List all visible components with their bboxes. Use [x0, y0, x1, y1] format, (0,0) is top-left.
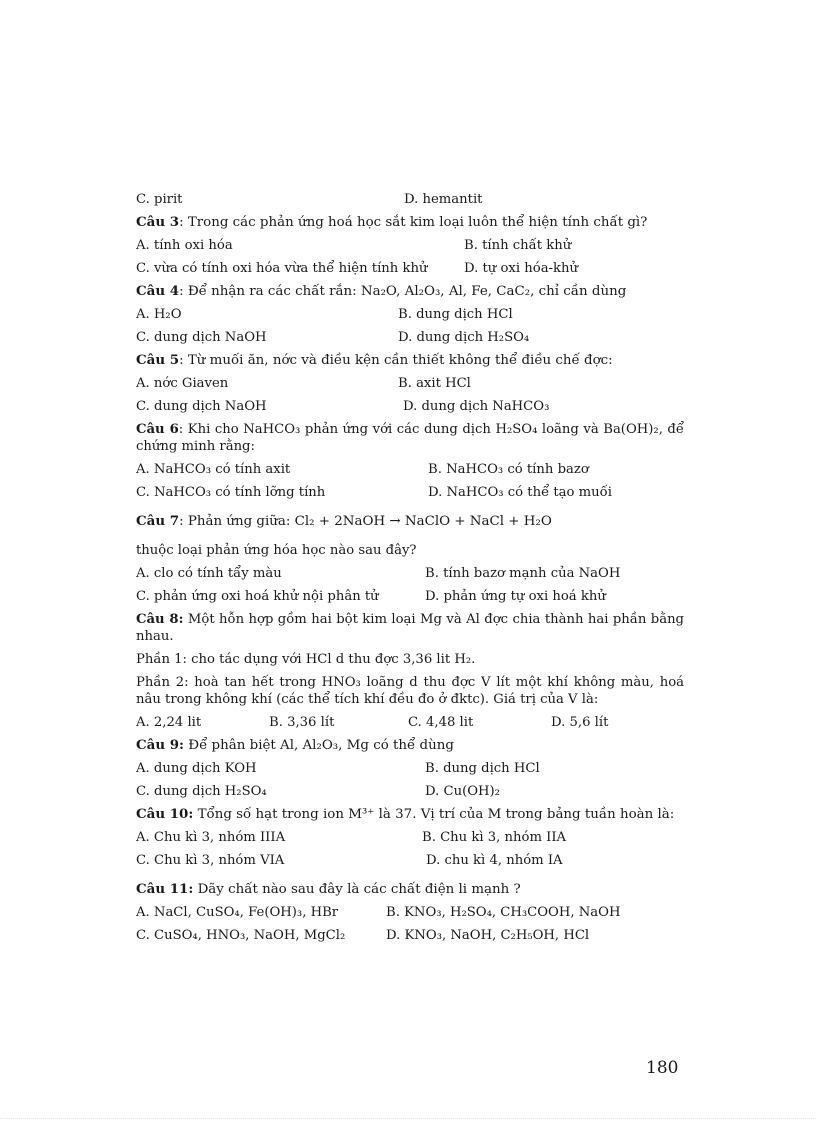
question-text: Dãy chất nào sau đây là các chất điện li mạnh ? — [193, 882, 521, 897]
option: B. axit HCl — [398, 376, 471, 391]
option: C. dung dịch NaOH — [136, 330, 267, 345]
question-text: Để phân biệt Al, Al₂O₃, Mg có thể dùng — [184, 738, 454, 753]
question-number: Câu 4 — [136, 283, 180, 299]
options-row — [136, 234, 684, 257]
option: A. clo có tính tẩy màu — [136, 566, 282, 581]
question-text: : Để nhận ra các chất rắn: Na₂O, Al₂O₃, Al, Fe, CaC₂, chỉ cần dùng — [179, 284, 627, 299]
option: A. NaHCO₃ có tính axit — [136, 462, 291, 477]
option: C. CuSO₄, HNO₃, NaOH, MgCl₂ — [136, 928, 346, 943]
question-text: Phần 1: cho tác dụng với HCl d thu đợc 3,36 lit H₂. — [136, 652, 476, 667]
options-row — [136, 257, 684, 280]
options-row — [136, 780, 684, 803]
option: B. dung dịch HCl — [425, 761, 540, 776]
question-3 — [136, 211, 684, 234]
option: B. Chu kì 3, nhóm IIA — [422, 830, 567, 845]
question-number: Câu 6 — [136, 422, 179, 437]
question-text: Phần 2: hoà tan hết trong HNO₃ loãng d thu đợc V lít một khí không màu, hoá nâu trong không khí (các thể tích khí đều đo ở đktc). Giá trị của V là: — [136, 675, 684, 707]
page-number: 180 — [646, 1058, 679, 1078]
question-8-part-1 — [136, 648, 684, 671]
option: A. 2,24 lit — [136, 715, 202, 730]
question-text: : Khi cho NaHCO₃ phản ứng với các dung dịch H₂SO₄ loãng và Ba(OH)₂, để chứng minh rằng: — [136, 422, 684, 454]
option: B. NaHCO₃ có tính bazơ — [428, 462, 589, 477]
option: D. dung dịch H₂SO₄ — [398, 330, 530, 345]
question-number: Câu 5 — [136, 352, 180, 368]
question-10 — [136, 803, 684, 826]
question-number: Câu 7 — [136, 513, 180, 529]
option: D. NaHCO₃ có thể tạo muối — [428, 485, 612, 500]
options-row — [136, 585, 684, 608]
question-text: thuộc loại phản ứng hóa học nào sau đây? — [136, 543, 417, 558]
options-row — [136, 711, 684, 734]
option: D. dung dịch NaHCO₃ — [403, 399, 550, 414]
option: C. Chu kì 3, nhóm VIA — [136, 853, 285, 868]
option: D. hemantit — [404, 192, 483, 207]
option: D. KNO₃, NaOH, C₂H₅OH, HCl — [386, 928, 590, 943]
option: B. 3,36 lít — [269, 715, 335, 730]
question-list — [136, 188, 684, 947]
options-row — [136, 849, 684, 872]
question-number: Câu 3 — [136, 214, 180, 230]
options-row — [136, 757, 684, 780]
options-row — [136, 395, 684, 418]
question-5 — [136, 349, 684, 372]
option: C. 4,48 lit — [408, 715, 474, 730]
options-row — [136, 924, 684, 947]
option: C. phản ứng oxi hoá khử nội phân tử — [136, 589, 379, 604]
question-8 — [136, 608, 684, 648]
options-row — [136, 372, 684, 395]
options-row — [136, 303, 684, 326]
question-text: Một hỗn hợp gồm hai bột kim loại Mg và Al đợc chia thành hai phần bằng nhau. — [136, 612, 685, 644]
option: C. NaHCO₃ có tính lỡng tính — [136, 485, 326, 500]
option: A. nớc Giaven — [136, 376, 229, 391]
question-text: : Từ muối ăn, nớc và điều kện cần thiết không thể điều chế đợc: — [179, 353, 613, 368]
option: C. dung dịch NaOH — [136, 399, 267, 414]
option: C. pirit — [136, 192, 183, 207]
option: A. dung dịch KOH — [136, 761, 257, 776]
option: D. 5,6 lít — [551, 715, 609, 730]
option: C. dung dịch H₂SO₄ — [136, 784, 267, 799]
option: C. vừa có tính oxi hóa vừa thể hiện tính khử — [136, 261, 428, 276]
question-number: Câu 9: — [136, 737, 184, 753]
option: B. tính bazơ mạnh của NaOH — [425, 566, 621, 581]
question-number: Câu 11: — [136, 881, 194, 897]
question-7 — [136, 510, 684, 533]
option: D. chu kì 4, nhóm IA — [426, 853, 563, 868]
option: A. NaCl, CuSO₄, Fe(OH)₃, HBr — [136, 905, 339, 920]
bottom-divider — [0, 1118, 816, 1119]
question-text: : Trong các phản ứng hoá học sắt kim loại luôn thể hiện tính chất gì? — [179, 215, 648, 230]
option: B. dung dịch HCl — [398, 307, 513, 322]
options-row — [136, 326, 684, 349]
question-9 — [136, 734, 684, 757]
option: A. tính oxi hóa — [136, 238, 233, 253]
option: A. H₂O — [136, 307, 182, 322]
options-row — [136, 826, 684, 849]
question-7-continuation — [136, 539, 684, 562]
option: D. tự oxi hóa-khử — [464, 261, 578, 276]
options-row — [136, 562, 684, 585]
options-row — [136, 481, 684, 504]
question-number: Câu 8: — [136, 612, 184, 627]
question-6 — [136, 418, 684, 458]
option: B. tính chất khử — [464, 238, 572, 253]
option: A. Chu kì 3, nhóm IIIA — [136, 830, 286, 845]
option: D. phản ứng tự oxi hoá khử — [425, 589, 606, 604]
options-row — [136, 188, 684, 211]
question-text: : Phản ứng giữa: Cl₂ + 2NaOH → NaClO + NaCl + H₂O — [179, 514, 552, 529]
option: D. Cu(OH)₂ — [425, 784, 500, 799]
question-4 — [136, 280, 684, 303]
options-row — [136, 901, 684, 924]
options-row — [136, 458, 684, 481]
option: B. KNO₃, H₂SO₄, CH₃COOH, NaOH — [386, 905, 621, 920]
question-8-part-2 — [136, 671, 684, 711]
question-number: Câu 10: — [136, 806, 194, 822]
question-11 — [136, 878, 684, 901]
question-text: Tổng số hạt trong ion M³⁺ là 37. Vị trí của M trong bảng tuần hoàn là: — [193, 807, 675, 822]
